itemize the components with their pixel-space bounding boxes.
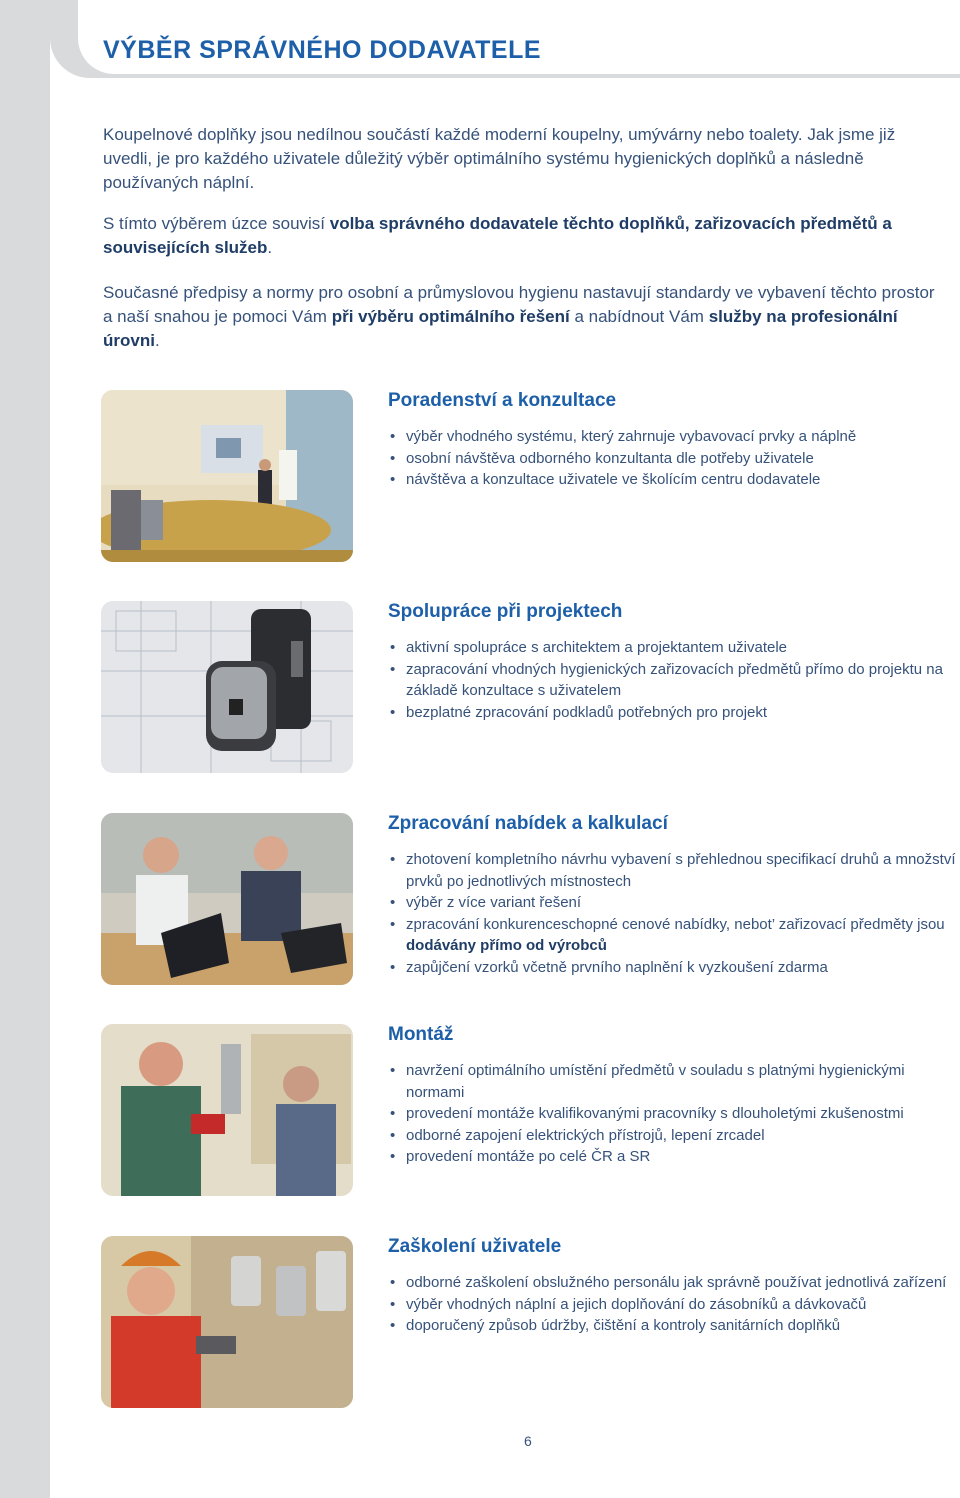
intro-paragraph-3 — [103, 281, 943, 353]
list-item-text: zpracování konkurenceschopné cenové nabídky, nebot’ zařizovací předměty jsou — [406, 915, 945, 933]
section-list-training — [388, 1272, 960, 1337]
list-item — [388, 914, 960, 957]
list-item: • aktivní spolupráce s architektem a projektantem uživatele — [388, 637, 960, 659]
intro-p3-bold-1: při výběru optimálního řešení — [331, 307, 570, 326]
left-decor-band — [0, 0, 50, 1498]
section-installation — [101, 1024, 960, 1199]
list-item: • zhotovení kompletního návrhu vybavení s přehlednou specifikací druhů a množství prvků po jednotlivých místnostech — [388, 849, 960, 892]
photo-presentation — [101, 390, 353, 562]
section-title-consulting: Poradenství a konzultace — [388, 390, 617, 411]
section-title-training: Zaškolení uživatele — [388, 1236, 562, 1257]
section-projects — [101, 601, 960, 776]
intro-p3-bold-2: služby na profesionální úrovni — [103, 307, 898, 350]
list-item: • provedení montáže po celé ČR a SR — [388, 1146, 960, 1168]
list-item: • odborné zapojení elektrických přístrojů, lepení zrcadel — [388, 1125, 960, 1147]
list-item-bold: dodávány přímo od výrobců — [406, 937, 607, 954]
list-item: • výběr vhodného systému, který zahrnuje vybavovací prvky a náplně — [388, 426, 960, 448]
list-item: • výběr z více variant řešení — [388, 892, 960, 914]
photo-installation — [101, 1024, 353, 1196]
list-item: • výběr vhodných náplní a jejich doplňování do zásobníků a dávkovačů — [388, 1294, 960, 1316]
list-item: • navržení optimálního umístění předmětů v souladu s platnými hygienickými normami — [388, 1060, 960, 1103]
intro-p2-text: S tímto výběrem úzce souvisí — [103, 214, 330, 233]
section-consulting — [101, 390, 960, 565]
photo-training — [101, 1236, 353, 1408]
list-item: • zapůjčení vzorků včetně prvního naplnění k vyzkoušení zdarma — [388, 957, 960, 979]
photo-meeting-laptops — [101, 813, 353, 985]
list-item: • osobní návštěva odborného konzultanta dle potřeby uživatele — [388, 448, 960, 470]
section-title-offers: Zpracování nabídek a kalkulací — [388, 813, 668, 834]
intro-p2-bold: volba správného dodavatele těchto doplňků, zařizovacích předmětů a souvisejících služeb — [103, 214, 892, 257]
section-list-consulting — [388, 426, 960, 491]
list-item: • bezplatné zpracování podkladů potřebných pro projekt — [388, 702, 960, 724]
section-list-projects — [388, 637, 960, 723]
list-item: • provedení montáže kvalifikovanými pracovníky s dlouholetými zkušenostmi — [388, 1103, 960, 1125]
intro-p3-text: Současné předpisy a normy pro osobní a průmyslovou hygienu nastavují standardy ve vybavení těchto prostor a naší snahou je pomoci Vám — [103, 283, 935, 326]
photo-dispensers-on-plans — [101, 601, 353, 773]
list-item: • doporučený způsob údržby, čištění a kontroly sanitárních doplňků — [388, 1315, 960, 1337]
section-list-installation — [388, 1060, 960, 1168]
intro-paragraph-2 — [103, 212, 943, 260]
list-item: • zapracování vhodných hygienických zařizovacích předmětů přímo do projektu na základě konzultace s uživatelem — [388, 659, 960, 702]
intro-p2-end: . — [267, 238, 273, 257]
section-training — [101, 1236, 960, 1411]
list-item: • návštěva a konzultace uživatele ve školícím centru dodavatele — [388, 469, 960, 491]
list-item: • odborné zaškolení obslužného personálu jak správně používat jednotlivá zařízení — [388, 1272, 960, 1294]
intro-paragraph-1: Koupelnové doplňky jsou nedílnou součástí každé moderní koupelny, umývárny nebo toalety. Jak jsme již uvedli, je pro každého uživatele důležitý výběr optimálního systému hygienických doplňků a následně používaných náplní. — [103, 125, 896, 192]
intro-p3-mid: a nabídnout Vám — [569, 307, 709, 326]
intro-p3-end: . — [154, 331, 160, 350]
section-list-offers — [388, 849, 960, 978]
page-number: 6 — [524, 1433, 532, 1449]
page-title: VÝBĚR SPRÁVNÉHO DODAVATELE — [103, 36, 542, 64]
section-title-installation: Montáž — [388, 1024, 454, 1045]
section-offers — [101, 813, 960, 988]
section-title-projects: Spolupráce při projektech — [388, 601, 623, 622]
